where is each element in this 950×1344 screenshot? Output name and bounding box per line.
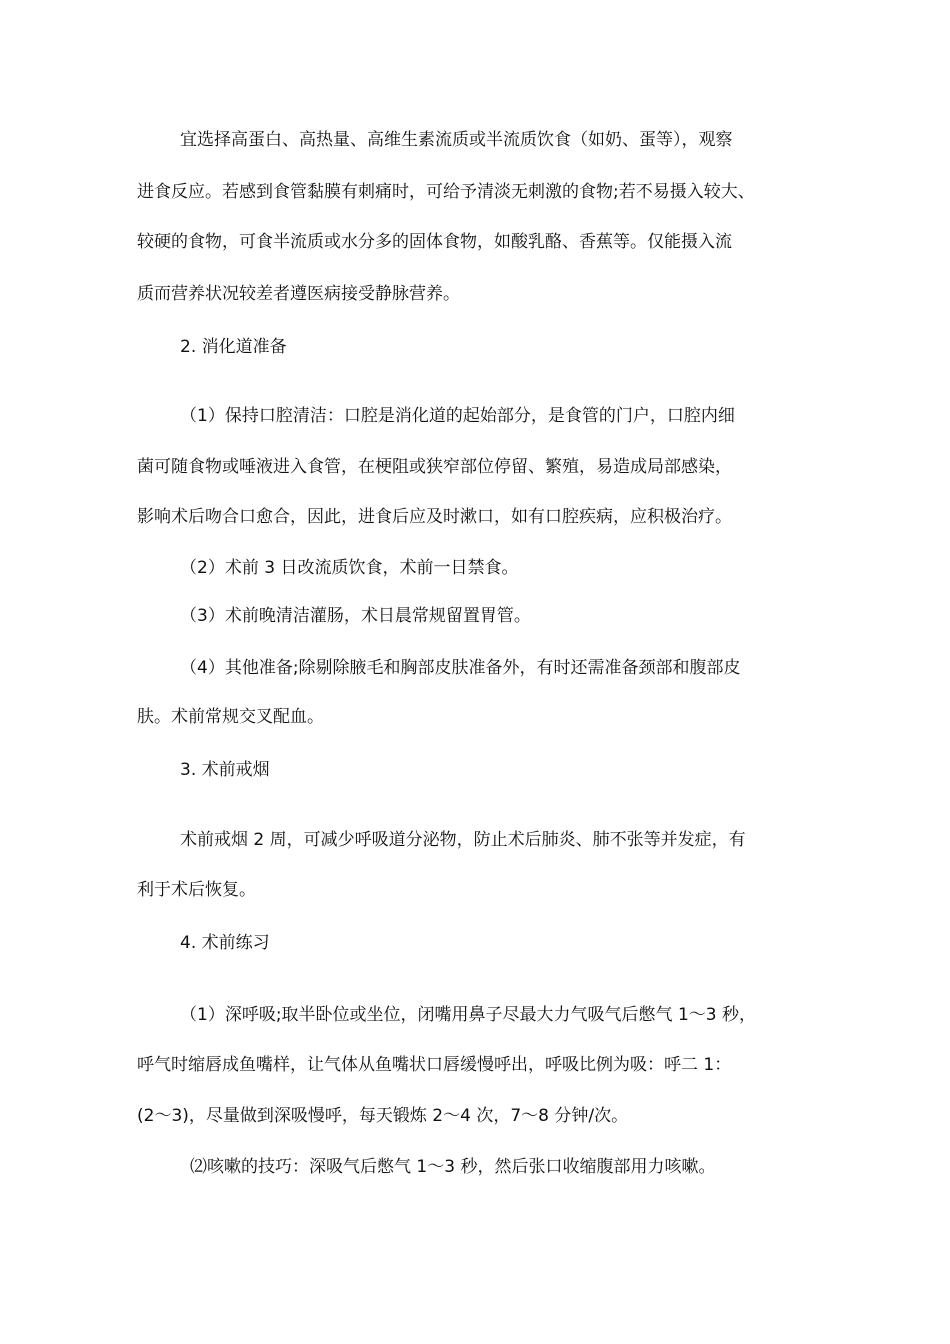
section-heading-exercise: 4. 术前练习 — [180, 933, 270, 953]
section-heading-digestive: 2. 消化道准备 — [180, 337, 287, 357]
oral-line-3: 影响术后吻合口愈合，因此，进食后应及时漱口，如有口腔疾病，应积极治疗。 — [137, 507, 732, 527]
breathing-line-2: 呼气时缩唇成鱼嘴样，让气体从鱼嘴状口唇缓慢呼出，呼吸比例为吸：呼二 1： — [137, 1055, 732, 1075]
prep-item-4-line-2: 肤。术前常规交叉配血。 — [137, 707, 324, 727]
diet-line-1: 宜选择高蛋白、高热量、高维生素流质或半流质饮食（如奶、蛋等），观察 — [180, 130, 733, 150]
prep-item-3: （3）术前晚清洁灌肠，术日晨常规留置胃管。 — [180, 606, 531, 626]
smoking-line-1: 术前戒烟 2 周，可减少呼吸道分泌物，防止术后肺炎、肺不张等并发症，有 — [180, 830, 746, 850]
breathing-line-1: （1）深呼吸;取半卧位或坐位，闭嘴用鼻子尽最大力气吸气后憋气 1〜3 秒， — [180, 1005, 756, 1025]
diet-line-3: 较硬的食物，可食半流质或水分多的固体食物，如酸乳酪、香蕉等。仅能摄入流 — [137, 232, 732, 252]
prep-item-2: （2）术前 3 日改流质饮食，术前一日禁食。 — [180, 558, 519, 578]
smoking-line-2: 利于术后恢复。 — [137, 880, 256, 900]
diet-line-2: 进食反应。若感到食管黏膜有刺痛时，可给予清淡无刺激的食物;若不易摄入较大、 — [137, 182, 755, 202]
prep-item-4-line-1: （4）其他准备;除剔除腋毛和胸部皮肤准备外，有时还需准备颈部和腹部皮 — [180, 658, 741, 678]
oral-line-2: 菌可随食物或唾液进入食管，在梗阻或狭窄部位停留、繁殖，易造成局部感染， — [137, 457, 732, 477]
cough-technique: ⑵咳嗽的技巧：深吸气后憋气 1〜3 秒，然后张口收缩腹部用力咳嗽。 — [190, 1157, 716, 1177]
diet-line-4: 质而营养状况较差者遵医病接受静脉营养。 — [137, 284, 460, 304]
section-heading-smoking: 3. 术前戒烟 — [180, 760, 270, 780]
oral-line-1: （1）保持口腔清洁：口腔是消化道的起始部分，是食管的门户，口腔内细 — [180, 406, 735, 426]
breathing-line-3: (2〜3)，尽量做到深吸慢呼，每天锻炼 2〜4 次，7〜8 分钟/次。 — [137, 1106, 629, 1126]
